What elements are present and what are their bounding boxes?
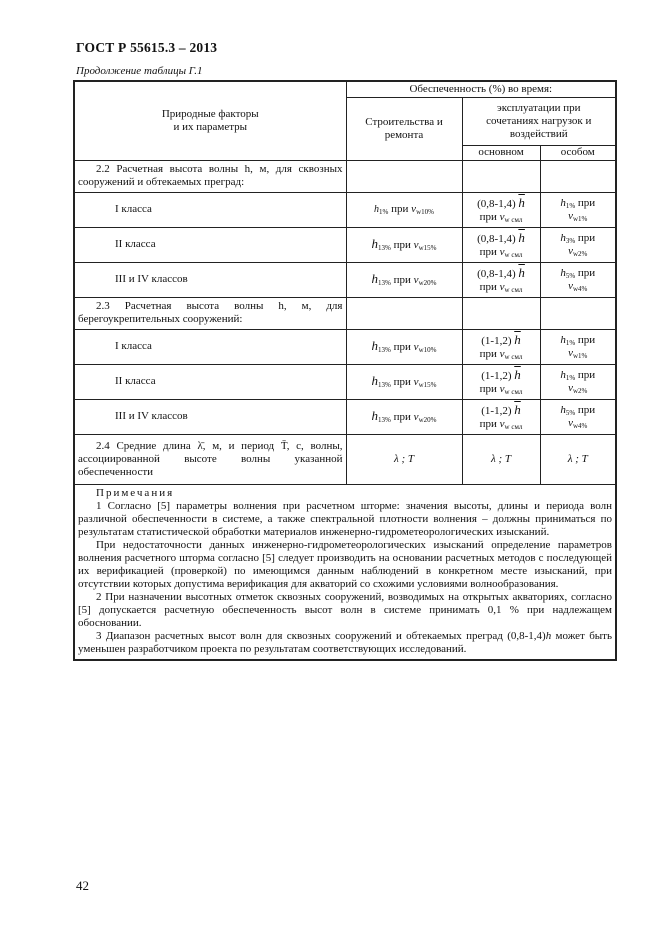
basic-value: (0,8-1,4) $\overline{h}$ при $v_{w смл}$ (462, 227, 540, 262)
row-label: III и IV классов (74, 262, 346, 297)
note-1-continued: При недостаточности данных инженерно-гидрометеорологических изысканий определение параметров волнения расчетного шторма согласно [5] следует производить на основании расчетных методов с последующей их верификацией (проверкой) по имеющимся данным наблюдений в конкретном месте изысканий, при отсутствии которых допустима верификация для акваторий со схожими условиями волнообразования. (78, 538, 613, 590)
construction-value: $h_{13\%}$ при $v_{w15\%}$ (346, 364, 462, 399)
special-value: $h_{5\%}$ при $v_{w4\%}$ (540, 399, 616, 434)
special-header: особом (540, 145, 616, 160)
special-value: $h_{1\%}$ при $v_{w1\%}$ (540, 329, 616, 364)
construction-value: $h_{13\%}$ при $v_{w20\%}$ (346, 399, 462, 434)
special-value: λ ; T (540, 434, 616, 484)
table-notes (74, 484, 616, 660)
basic-value: (0,8-1,4) $\overline{h}$ при $v_{w смл}$ (462, 192, 540, 227)
special-value: $h_{1\%}$ при $v_{w2\%}$ (540, 364, 616, 399)
basic-value: (1-1,2) $\overline{h}$ при $v_{w смл}$ (462, 329, 540, 364)
table-continuation-caption: Продолжение таблицы Г.1 (76, 65, 203, 77)
page-number: 42 (76, 878, 89, 893)
basic-value: (1-1,2) $\overline{h}$ при $v_{w смл}$ (462, 364, 540, 399)
special-value: $h_{5\%}$ при $v_{w4\%}$ (540, 262, 616, 297)
row-label: II класса (74, 227, 346, 262)
factors-header: Природные факторы и их параметры (74, 81, 346, 160)
basic-value: (0,8-1,4) $\overline{h}$ при $v_{w смл}$ (462, 262, 540, 297)
section-2-2: 2.2 Расчетная высота волны h, м, для сквозных сооружений и обтекаемых преград: (74, 160, 346, 192)
basic-value: λ ; T (462, 434, 540, 484)
row-label: III и IV классов (74, 399, 346, 434)
row-label: I класса (74, 192, 346, 227)
basic-value: (1-1,2) $\overline{h}$ при $v_{w смл}$ (462, 399, 540, 434)
construction-value: $h_{13\%}$ при $v_{w10\%}$ (346, 329, 462, 364)
note-3: 3 Диапазон расчетных высот волн для сквозных сооружений и обтекаемых преград (0,8-1,4)h может быть уменьшен разработчиком проекта по результатам соответствующих исследований. (78, 629, 613, 655)
section-2-4: 2.4 Средние длина λ̄, м, и период T̄, с, волны, ассоциированной высоте волны указанной обеспеченности (74, 434, 346, 484)
row-label: II класса (74, 364, 346, 399)
construction-value: λ ; T (346, 434, 462, 484)
special-value: $h_{3\%}$ при $v_{w2\%}$ (540, 227, 616, 262)
note-2: 2 При назначении высотных отметок сквозных сооружений, возводимых на открытых акваториях, согласно [5] допускается расчетную обеспеченность высот волн в системе принимать 0,1 % при надлежащем обосновании. (78, 590, 613, 629)
construction-value: $h_{13\%}$ при $v_{w15\%}$ (346, 227, 462, 262)
special-value: $h_{1\%}$ при $v_{w1\%}$ (540, 192, 616, 227)
wave-parameters-table (73, 80, 617, 661)
construction-header: Строительства и ремонта (346, 97, 462, 160)
row-label: I класса (74, 329, 346, 364)
section-2-3: 2.3 Расчетная высота волны h, м, для берегоукрепительных сооружений: (74, 297, 346, 329)
construction-value: $h_{1\%}$ при $v_{w10\%}$ (346, 192, 462, 227)
security-time-header: Обеспеченность (%) во время: (346, 81, 616, 97)
basic-header: основном (462, 145, 540, 160)
notes-title: Примечания (96, 486, 175, 499)
construction-value: $h_{13\%}$ при $v_{w20\%}$ (346, 262, 462, 297)
operation-header: эксплуатации при сочетаниях нагрузок и воздействий (462, 97, 616, 145)
document-code: ГОСТ Р 55615.3 – 2013 (76, 40, 218, 55)
note-1: 1 Согласно [5] параметры волнения при расчетном шторме: значения высоты, длины и периода волн различной обеспеченности в системе, а также спектральной плотности волнения – должны приниматься по результатам статистической обработки материалов инженерно-гидрометеорологических изысканий. (78, 499, 613, 538)
